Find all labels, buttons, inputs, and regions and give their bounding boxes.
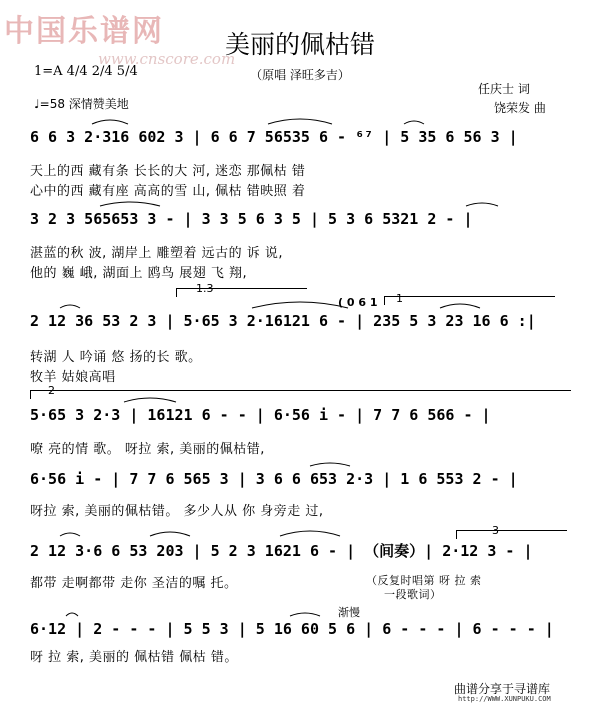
volta-label-1: 1 xyxy=(396,292,403,305)
system-5-notes: 6·56 i - | 7 7 6 565 3 | 3 6 6 653 2·3 | 1 6 553 2 - | xyxy=(30,470,518,488)
system-6-repeat-note-2: 一段歌词） xyxy=(384,588,442,601)
slur-11 xyxy=(60,533,80,536)
slur-8 xyxy=(440,304,480,308)
key-signature: 1=A 4/4 2/4 5/4 xyxy=(34,64,138,79)
song-subtitle: （原唱 泽旺多吉） xyxy=(250,68,350,82)
system-6-lyric-1: 都带 走啊都带 走你 圣洁的嘱 托。 xyxy=(30,576,238,591)
slur-6 xyxy=(60,305,80,308)
tempo-marking: ♩=58 深情赞美地 xyxy=(34,97,129,111)
system-6-repeat-note: （反复时唱第 呀 拉 索 xyxy=(366,574,482,587)
slur-13 xyxy=(280,531,340,536)
system-3-lyric-1: 转湖 人 吟诵 悠 扬的长 歌。 xyxy=(30,350,202,365)
slur-4 xyxy=(100,202,160,206)
watermark-site-name: 中国乐谱网 xyxy=(4,14,164,49)
slur-14 xyxy=(66,613,78,616)
composer-credit: 饶荣发 曲 xyxy=(494,101,546,115)
system-2-notes: 3 2 3 565653 3 - | 3 3 5 6 3 5 | 5 3 6 5321 2 - | xyxy=(30,210,473,228)
pickup-notes: ( 0 6 1 xyxy=(338,296,378,309)
ritardando-marking: 渐慢 xyxy=(338,606,360,619)
volta-label-2: 2 xyxy=(48,384,55,397)
system-5-lyric-1: 呀拉 索, 美丽的佩枯错。 多少人从 你 身旁走 过, xyxy=(30,504,324,519)
system-6-notes: 2 12 3·6 6 53 203 | 5 2 3 1621 6 - | （间奏）| 2·12 3 - | xyxy=(30,542,533,560)
slur-9 xyxy=(124,398,176,402)
slur-3 xyxy=(404,121,424,124)
footer-share-text: 曲谱分享于寻谱库 xyxy=(454,682,551,696)
slur-12 xyxy=(150,532,190,536)
footer-url[interactable]: http://WWW.XUNPUKU.COM xyxy=(458,695,551,703)
system-4-notes: 5·65 3 2·3 | 16121 6 - - | 6·56 i - | 7 7 6 566 - | xyxy=(30,406,491,424)
system-4-lyric-1: 嘹 亮的情 歌。 呀拉 索, 美丽的佩枯错, xyxy=(30,442,265,457)
slur-2 xyxy=(268,119,332,124)
system-2-lyric-1: 湛蓝的秋 波, 湖岸上 雕塑着 远古的 诉 说, xyxy=(30,246,284,261)
watermark-url: www.cnscore.com xyxy=(98,50,236,68)
system-3-notes: 2 12 36 53 2 3 | 5·65 3 2·16121 6 - | 235 5 3 23 16 6 :| xyxy=(30,312,536,330)
system-2-lyric-2: 他的 巍 峨, 湖面上 鸥鸟 展翅 飞 翔, xyxy=(30,266,248,281)
system-7-lyric-1: 呀 拉 索, 美丽的 佩枯错 佩枯 错。 xyxy=(30,650,238,665)
system-1-notes: 6 6 3 2·316 602 3 | 6 6 7 56535 6 - ⁶⁷ | 5 35 6 56 3 | xyxy=(30,128,518,146)
system-7-notes: 6·12 | 2 - - - | 5 5 3 | 5 16 60 5 6 | 6 - - - | 6 - - - | xyxy=(30,620,554,638)
system-3-lyric-2: 牧羊 姑娘高唱 xyxy=(30,370,116,385)
slur-5 xyxy=(466,203,498,206)
slur-1 xyxy=(92,120,128,124)
song-title: 美丽的佩枯错 xyxy=(224,30,375,59)
slur-10 xyxy=(310,463,350,466)
slur-15 xyxy=(290,613,320,616)
system-1-lyric-2: 心中的西 藏有座 高高的雪 山, 佩枯 错映照 着 xyxy=(30,184,306,199)
slur-7 xyxy=(252,302,348,308)
volta-label-3: 3 xyxy=(492,524,499,537)
volta-label-1-3: 1.3 xyxy=(196,282,214,295)
lyricist-credit: 任庆士 词 xyxy=(478,82,530,96)
system-1-lyric-1: 天上的西 藏有条 长长的大 河, 迷恋 那佩枯 错 xyxy=(30,164,306,179)
